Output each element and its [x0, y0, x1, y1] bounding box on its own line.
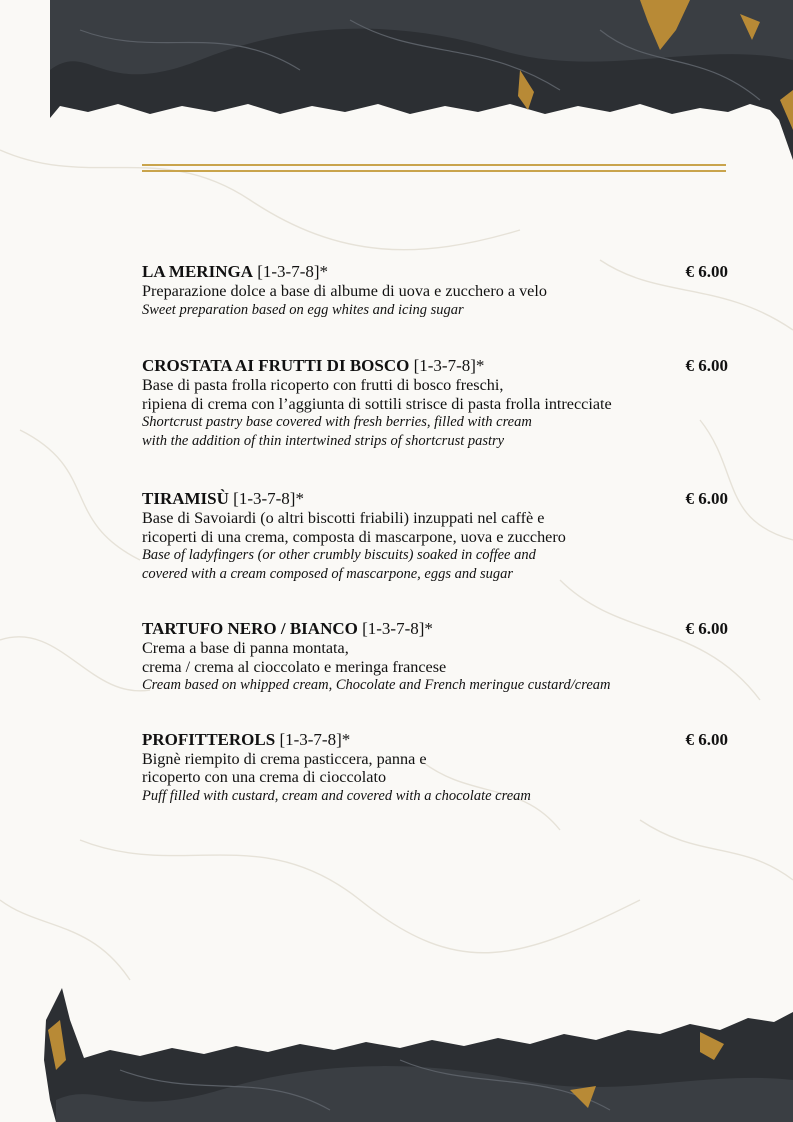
item-allergens: [1-3-7-8]* [279, 729, 351, 749]
item-name: CROSTATA AI FRUTTI DI BOSCO [142, 356, 410, 375]
item-allergens: [1-3-7-8]* [257, 262, 329, 281]
menu-item-profitterols [142, 730, 728, 806]
item-description-it: Preparazione dolce a base di albume di uova e zucchero a velo [142, 282, 547, 300]
item-description-it: crema / crema al cioccolato e meringa francese [142, 657, 447, 676]
item-allergens: [1-3-7-8]* [413, 356, 485, 375]
item-description-en: Base of ladyfingers (or other crumbly biscuits) soaked in coffee and [142, 547, 536, 563]
item-description-en: Shortcrust pastry base covered with fresh berries, filled with cream [142, 414, 532, 430]
item-heading [142, 262, 728, 282]
dessert-menu [142, 262, 728, 844]
item-description-it: ripiena di crema con l’aggiunta di sottili strisce di pasta frolla intrecciate [142, 394, 612, 413]
menu-item-crostata [142, 356, 728, 450]
menu-item-la-meringa [142, 262, 728, 319]
item-description-it: Base di pasta frolla ricoperto con frutti di bosco freschi, [142, 376, 504, 394]
item-name: LA MERINGA [142, 262, 253, 281]
top-marble-banner [0, 0, 793, 170]
item-price: € 6.00 [685, 489, 728, 508]
menu-item-tiramisu [142, 489, 728, 583]
item-description-en: covered with a cream composed of mascarpone, eggs and sugar [142, 565, 514, 582]
item-description-it: ricoperto con una crema di cioccolato [142, 768, 387, 786]
item-price: € 6.00 [685, 729, 728, 749]
item-allergens: [1-3-7-8]* [233, 489, 304, 508]
item-description-en: with the addition of thin intertwined strips of shortcrust pastry [142, 432, 505, 449]
item-heading [142, 730, 728, 750]
item-description-it: ricoperti di una crema, composta di mascarpone, uova e zucchero [142, 527, 566, 546]
gold-rule-lower [142, 170, 726, 172]
item-allergens: [1-3-7-8]* [362, 619, 433, 638]
item-name: TIRAMISÙ [142, 489, 229, 508]
menu-item-tartufo [142, 619, 728, 695]
item-price: € 6.00 [685, 356, 728, 375]
item-description-it: Bignè riempito di crema pasticcera, panna e [142, 749, 427, 768]
item-description-it: Base di Savoiardi (o altri biscotti friabili) inzuppati nel caffè e [142, 509, 545, 527]
item-description-en: Sweet preparation based on egg whites and icing sugar [142, 301, 464, 318]
item-price: € 6.00 [685, 619, 728, 638]
item-name: PROFITTEROLS [142, 729, 276, 749]
item-description-it: Crema a base di panna montata, [142, 639, 349, 657]
item-description-en: Cream based on whipped cream, Chocolate and French meringue custard/cream [142, 677, 611, 693]
item-heading [142, 489, 728, 509]
item-name: TARTUFO NERO / BIANCO [142, 619, 358, 638]
bottom-marble-banner [0, 960, 793, 1122]
item-description-en: Puff filled with custard, cream and covered with a chocolate cream [142, 787, 531, 804]
item-price: € 6.00 [685, 262, 728, 281]
item-heading [142, 619, 728, 639]
item-heading [142, 356, 728, 376]
gold-rule-upper [142, 164, 726, 166]
